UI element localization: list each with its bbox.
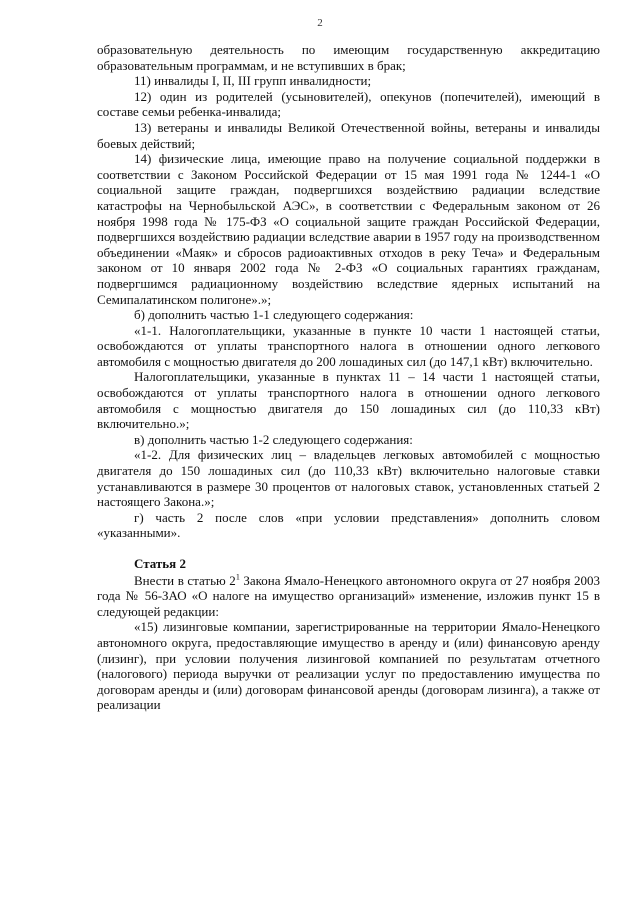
amendment-g: г) часть 2 после слов «при условии представления» дополнить словом «указанными». [97, 509, 600, 541]
amendment-b: б) дополнить частью 1-1 следующего содержания: [134, 307, 414, 323]
part-1-1-paragraph: «1-1. Налогоплательщики, указанные в пункте 10 части 1 настоящей статьи, освобождаются от уплаты транспортного налога в отношении одного легкового автомобиля с мощностью двигателя до 200 лошадиных сил (до 147,1 кВт) включительно. [97, 322, 600, 369]
point-15-paragraph: «15) лизинговые компании, зарегистрированные на территории Ямало-Ненецкого автономного округа, предоставляющие имущество в аренду и (или) финансовую аренду (лизинг), при условии получения лизинговой компанией по результатам отчетного (налогового) периода выручки от реализации услуг по предоставлению имущества по договорам аренды и (или) договорам финансовой аренды (договорам лизинга), а также от реализации [97, 619, 600, 713]
article-superscript: 1 [235, 572, 240, 582]
list-item-13: 13) ветераны и инвалиды Великой Отечественной войны, ветераны и инвалиды боевых действий; [97, 119, 600, 151]
document-body [97, 42, 600, 713]
part-1-2-paragraph: «1-2. Для физических лиц – владельцев легковых автомобилей с мощностью двигателя до 150 лошадиных сил (до 110,33 кВт) включительно налоговые ставки устанавливаются в размере 30 процентов от налоговых ставок, установленных статьей 2 настоящего Закона.»; [97, 447, 600, 510]
paragraph-continuation: образовательную деятельность по имеющим государственную аккредитацию образовательным программам, и не вступивших в брак; [97, 42, 600, 73]
article-2-intro [97, 573, 600, 620]
article-2-intro-end: Закона Ямало-Ненецкого автономного округа от 27 ноября 2003 года № 56-ЗАО «О налоге на имущество организаций» изменение, изложив пункт 15 в следующей редакции: [97, 572, 600, 619]
list-item-12: 12) один из родителей (усыновителей), опекунов (попечителей), имеющий в составе семьи ребенка-инвалида; [97, 88, 600, 120]
page-number: 2 [317, 17, 323, 29]
article-2-heading: Статья 2 [134, 556, 186, 571]
amendment-v: в) дополнить частью 1-2 следующего содержания: [134, 431, 413, 447]
part-1-1-paragraph-2: Налогоплательщики, указанные в пунктах 11 – 14 части 1 настоящей статьи, освобождаются от уплаты транспортного налога в отношении одного легкового автомобиля с мощностью двигателя до 150 лошадиных сил (до 110,33 кВт) включительно.»; [97, 369, 600, 432]
list-item-14: 14) физические лица, имеющие право на получение социальной поддержки в соответствии с Законом Российской Федерации от 15 мая 1991 года № 1244-1 «О социальной защите граждан, подвергшихся воздействию радиации вследствие катастрофы на Чернобыльской АЭС», в соответствии с Федеральным законом от 26 ноября 1998 года № 175-ФЗ «О социальной защите граждан Российской Федерации, подвергшихся воздействию радиации вследствие аварии в 1957 году на производственном объединении «Маяк» и сбросов радиоактивных отходов в реку Теча» и Федеральным законом от 10 января 2002 года № 2-ФЗ «О социальных гарантиях гражданам, подвергшимся радиационному воздействию вследствие ядерных испытаний на Семипалатинском полигоне».»; [97, 151, 600, 307]
article-2-intro-start: Внести в статью 2 [134, 572, 236, 588]
list-item-11: 11) инвалиды I, II, III групп инвалидности; [134, 73, 372, 89]
